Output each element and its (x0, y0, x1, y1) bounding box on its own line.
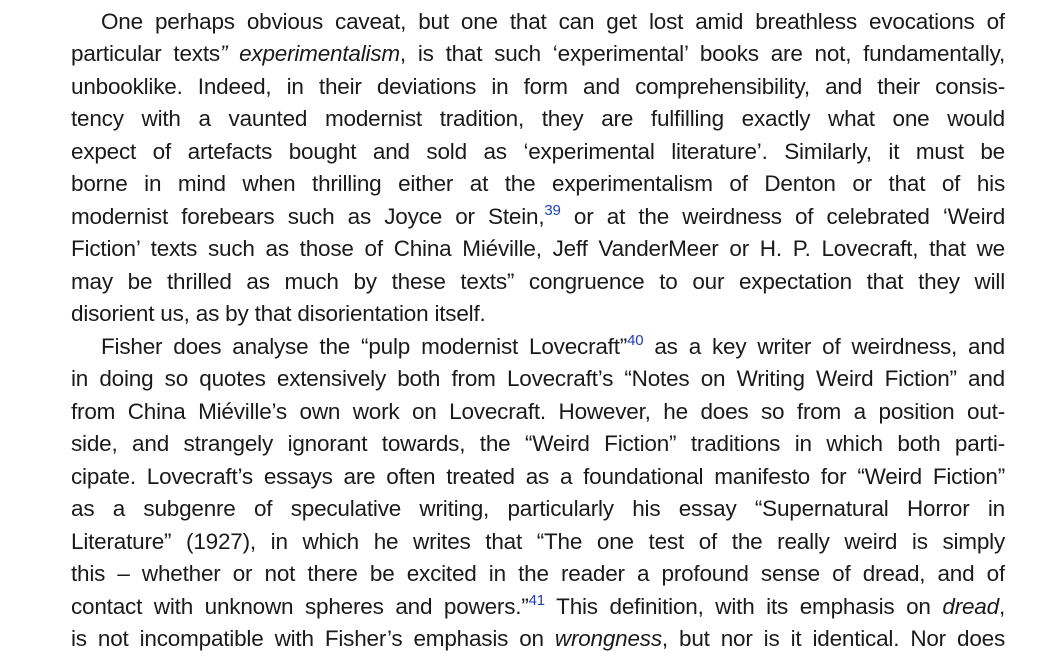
text-run: cipate. Lovecraft’s essays are often treated as a foundational manifesto for “Weird Fiction” (71, 464, 1005, 489)
text-run: Fiction’ texts such as those of China Miéville, Jeff VanderMeer or H. P. Lovecraft, that we (71, 236, 1005, 261)
text-run: in doing so quotes extensively both from Lovecraft’s “Notes on Writing Weird Fiction” and (71, 366, 1005, 391)
paragraph-1-line-9 (71, 266, 1005, 298)
paragraph-1-line-1 (101, 6, 1005, 38)
text-run: Fisher does analyse the “pulp modernist Lovecraft” (101, 334, 628, 359)
text-run: Literature” (1927), in which he writes that “The one test of the really weird is simply (71, 529, 1005, 554)
footnote-ref-41[interactable]: 41 (528, 592, 545, 609)
paragraph-2-line-1 (101, 331, 1005, 363)
text-run: from China Miéville’s own work on Lovecraft. However, he does so from a position out- (71, 399, 1005, 424)
text-run: particular texts (71, 41, 220, 66)
text-run: or at the weirdness of celebrated ‘Weird (560, 204, 1005, 229)
paragraph-1-line-7 (71, 201, 1005, 233)
paragraph-2-line-5 (71, 461, 1005, 493)
paragraph-1-line-3 (71, 71, 1005, 103)
text-run: disorient us, as by that disorientation itself. (71, 301, 486, 326)
italic-term: ” experimentalism (219, 41, 400, 66)
text-run: as a subgenre of speculative writing, particularly his essay “Supernatural Horror in (71, 496, 1005, 521)
text-run: tency with a vaunted modernist tradition, they are fulfilling exactly what one would (71, 106, 1005, 131)
text-run: modernist forebears such as Joyce or Stein, (71, 204, 545, 229)
paragraph-2-line-9 (71, 591, 1005, 623)
text-run: contact with unknown spheres and powers.” (71, 594, 529, 619)
paragraph-1-line-4 (71, 103, 1005, 135)
text-run: unbooklike. Indeed, in their deviations in form and comprehensibility, and their consis- (71, 74, 1005, 99)
text-run: as a key writer of weirdness, and (643, 334, 1005, 359)
paragraph-2-line-2 (71, 363, 1005, 395)
italic-term: wrongness (554, 626, 662, 651)
text-run: borne in mind when thrilling either at the experimentalism of Denton or that of his (71, 171, 1005, 196)
paragraph-2-line-6 (71, 493, 1005, 525)
paragraph-2-line-4 (71, 428, 1005, 460)
paragraph-1-line-10 (71, 298, 1005, 330)
text-run: One perhaps obvious caveat, but one that can get lost amid breathless evocations of (101, 9, 1005, 34)
paragraph-2-line-3 (71, 396, 1005, 428)
footnote-ref-40[interactable]: 40 (627, 332, 644, 349)
paragraph-2-line-10 (71, 623, 1005, 655)
paragraph-1-line-6 (71, 168, 1005, 200)
paragraph-1-line-8 (71, 233, 1005, 265)
text-run: , is that such ‘experimental’ books are not, fundamentally, (399, 41, 1005, 66)
text-run: expect of artefacts bought and sold as ‘experimental literature’. Similarly, it must be (71, 139, 1005, 164)
text-run: this – whether or not there be excited in the reader a profound sense of dread, and of (71, 561, 1005, 586)
footnote-ref-39[interactable]: 39 (544, 202, 561, 219)
text-run: , but nor is it identical. Nor does (661, 626, 1005, 651)
text-run: may be thrilled as much by these texts” congruence to our expectation that they will (71, 269, 1005, 294)
document-page (71, 0, 1005, 658)
text-run: , (998, 594, 1005, 619)
text-run: side, and strangely ignorant towards, the “Weird Fiction” traditions in which both parti- (71, 431, 1005, 456)
paragraph-1-line-2 (71, 38, 1005, 70)
paragraph-2-line-8 (71, 558, 1005, 590)
text-run: This definition, with its emphasis on (544, 594, 943, 619)
paragraph-2-line-7 (71, 526, 1005, 558)
paragraph-1-line-5 (71, 136, 1005, 168)
text-run: is not incompatible with Fisher’s emphasis on (71, 626, 555, 651)
italic-term: dread (942, 594, 999, 619)
